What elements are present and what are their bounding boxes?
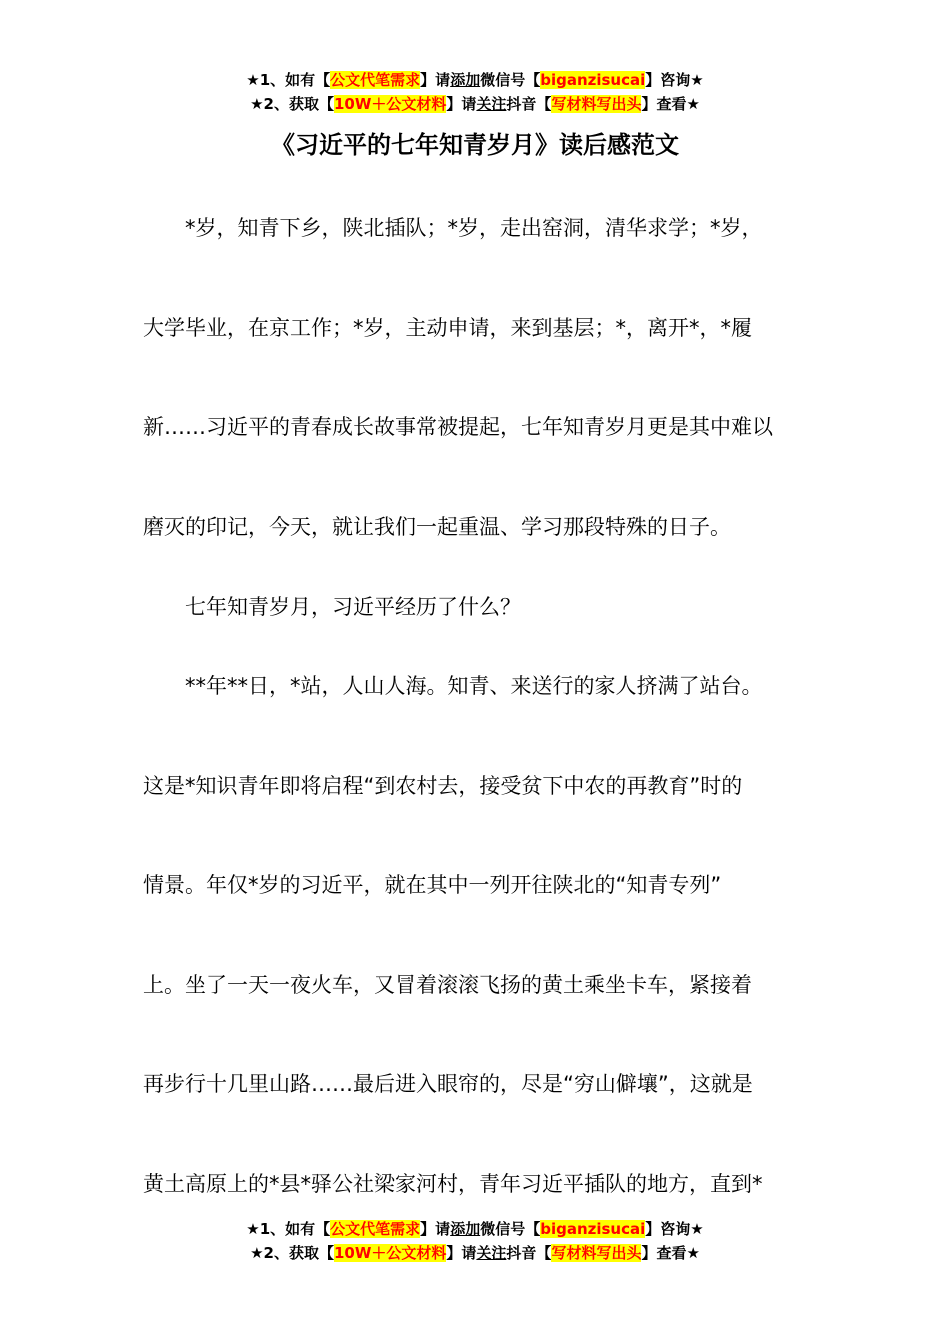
banner-line-2	[0, 92, 950, 116]
banner-text: ★1、如有【	[246, 1220, 331, 1238]
header-banner	[0, 68, 950, 116]
banner-line-2	[0, 1241, 950, 1265]
banner-highlight: biganzisucai	[540, 1220, 646, 1238]
paragraph-3	[143, 637, 808, 1234]
banner-text: 抖音【	[506, 95, 552, 113]
banner-text: 】请	[446, 1244, 477, 1262]
banner-highlight: 写材料写出头	[551, 95, 642, 113]
paragraph-1	[143, 179, 808, 577]
paragraph-line: 大学毕业，在京工作；*岁，主动申请，来到基层；*，离开*，*履	[143, 315, 752, 340]
paragraph-2: 七年知青岁月，习近平经历了什么？	[185, 595, 521, 619]
banner-text: 】咨询★	[645, 71, 704, 89]
banner-underlined: 关注	[476, 95, 507, 113]
banner-underlined: 关注	[476, 1244, 507, 1262]
banner-highlight: 10W＋公文材料	[333, 95, 447, 113]
banner-text: 】请	[420, 71, 451, 89]
banner-text: 】查看★	[641, 1244, 700, 1262]
banner-text: ★2、获取【	[250, 95, 334, 113]
banner-underlined: 添加	[450, 1220, 481, 1238]
paragraph-line: **年**日，*站，人山人海。知青、来送行的家人挤满了站台。	[185, 674, 763, 698]
banner-text: 微信号【	[480, 1220, 541, 1238]
paragraph-line: 黄土高原上的*县*驿公社梁家河村，青年习近平插队的地方，直到*	[143, 1171, 763, 1196]
banner-text: 】请	[420, 1220, 451, 1238]
banner-highlight: 公文代笔需求	[330, 1220, 421, 1238]
banner-highlight: 写材料写出头	[551, 1244, 642, 1262]
paragraph-line: 再步行十几里山路……最后进入眼帘的，尽是“穷山僻壤”，这就是	[143, 1072, 753, 1096]
banner-text: 微信号【	[480, 71, 541, 89]
document-title: 《习近平的七年知青岁月》读后感范文	[271, 131, 679, 159]
banner-text: 】请	[446, 95, 477, 113]
banner-highlight: 公文代笔需求	[330, 71, 421, 89]
banner-underlined: 添加	[450, 71, 481, 89]
paragraph-line: *岁，知青下乡，陕北插队；*岁，走出窑洞，清华求学；*岁，	[185, 216, 763, 240]
banner-line-1	[0, 68, 950, 92]
banner-text: ★1、如有【	[246, 71, 331, 89]
paragraph-line: 磨灭的印记，今天，就让我们一起重温、学习那段特殊的日子。	[143, 514, 731, 539]
banner-highlight: biganzisucai	[540, 71, 646, 89]
paragraph-line: 新……习近平的青春成长故事常被提起，七年知青岁月更是其中难以	[143, 415, 773, 439]
paragraph-line: 上。坐了一天一夜火车，又冒着滚滚飞扬的黄土乘坐卡车，紧接着	[143, 972, 752, 997]
banner-highlight: 10W＋公文材料	[333, 1244, 447, 1262]
banner-text: 】查看★	[641, 95, 700, 113]
footer-banner	[0, 1217, 950, 1265]
banner-line-1	[0, 1217, 950, 1241]
banner-text: 抖音【	[506, 1244, 552, 1262]
paragraph-line: 情景。年仅*岁的习近平，就在其中一列开往陕北的“知青专列”	[143, 873, 722, 897]
paragraph-line: 这是*知识青年即将启程“到农村去，接受贫下中农的再教育”时的	[143, 773, 743, 798]
banner-text: ★2、获取【	[250, 1244, 334, 1262]
banner-text: 】咨询★	[645, 1220, 704, 1238]
